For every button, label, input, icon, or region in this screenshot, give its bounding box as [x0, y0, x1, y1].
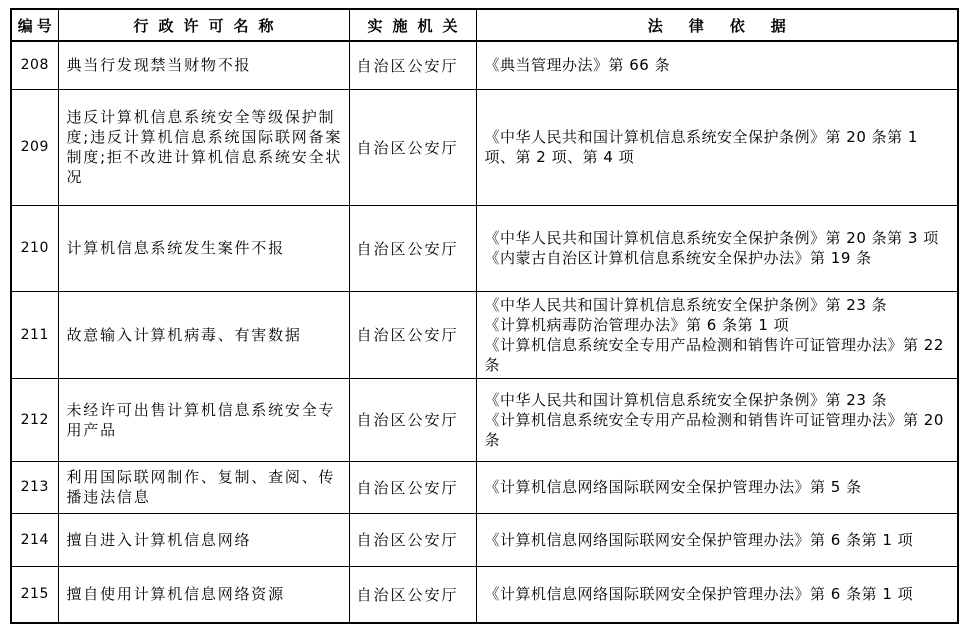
table-row	[11, 461, 958, 513]
license-name: 计算机信息系统发生案件不报	[58, 205, 349, 291]
license-name: 擅自进入计算机信息网络	[58, 513, 349, 566]
row-number: 209	[11, 89, 58, 205]
legal-line: 《中华人民共和国计算机信息系统安全保护条例》第 23 条	[484, 390, 888, 409]
legal-line: 《计算机信息系统安全专用产品检测和销售许可证管理办法》第 22 条	[484, 335, 944, 374]
legal-basis	[476, 378, 958, 461]
row-number: 215	[11, 566, 58, 623]
legal-basis	[476, 461, 958, 513]
legal-line: 《中华人民共和国计算机信息系统安全保护条例》第 23 条	[484, 295, 888, 314]
legal-line: 《中华人民共和国计算机信息系统安全保护条例》第 20 条第 1 项、第 2 项、第 4 项	[484, 128, 918, 166]
table-row	[11, 291, 958, 378]
agency-name: 自治区公安厅	[349, 513, 476, 566]
legal-line: 《中华人民共和国计算机信息系统安全保护条例》第 20 条第 3 项	[484, 229, 939, 247]
legal-line: 《内蒙古自治区计算机信息系统安全保护办法》第 19 条	[484, 249, 872, 267]
table-row	[11, 41, 958, 89]
legal-line: 《计算机信息网络国际联网安全保护管理办法》第 5 条	[484, 478, 862, 496]
legal-line: 《计算机信息网络国际联网安全保护管理办法》第 6 条第 1 项	[484, 585, 914, 604]
legal-basis	[476, 89, 958, 205]
table-row	[11, 566, 958, 623]
table-row	[11, 89, 958, 205]
license-name: 典当行发现禁当财物不报	[58, 41, 349, 89]
agency-name: 自治区公安厅	[349, 89, 476, 205]
header-license-name: 行政许可名称	[58, 9, 349, 41]
row-number: 214	[11, 513, 58, 566]
table-row	[11, 513, 958, 566]
legal-basis	[476, 566, 958, 623]
legal-basis	[476, 291, 958, 378]
table-row	[11, 378, 958, 461]
row-number: 212	[11, 378, 58, 461]
agency-name: 自治区公安厅	[349, 461, 476, 513]
agency-name: 自治区公安厅	[349, 41, 476, 89]
license-name: 故意输入计算机病毒、有害数据	[58, 291, 349, 378]
header-number: 编号	[11, 9, 58, 41]
legal-line: 《计算机病毒防治管理办法》第 6 条第 1 项	[484, 315, 790, 334]
row-number: 213	[11, 461, 58, 513]
legal-line: 《典当管理办法》第 66 条	[484, 56, 671, 75]
row-number: 210	[11, 205, 58, 291]
legal-basis	[476, 41, 958, 89]
legal-line: 《计算机信息网络国际联网安全保护管理办法》第 6 条第 1 项	[484, 530, 914, 549]
row-number: 208	[11, 41, 58, 89]
legal-line: 《计算机信息系统安全专用产品检测和销售许可证管理办法》第 20 条	[484, 410, 944, 449]
header-row	[11, 9, 958, 41]
agency-name: 自治区公安厅	[349, 291, 476, 378]
agency-name: 自治区公安厅	[349, 378, 476, 461]
license-name: 未经许可出售计算机信息系统安全专用产品	[58, 378, 349, 461]
legal-basis	[476, 205, 958, 291]
table-body	[11, 41, 958, 623]
header-agency: 实施机关	[349, 9, 476, 41]
row-number: 211	[11, 291, 58, 378]
agency-name: 自治区公安厅	[349, 566, 476, 623]
license-name: 违反计算机信息系统安全等级保护制度;违反计算机信息系统国际联网备案制度;拒不改进计算机信息系统安全状况	[58, 89, 349, 205]
table-row	[11, 205, 958, 291]
agency-name: 自治区公安厅	[349, 205, 476, 291]
license-name: 利用国际联网制作、复制、查阅、传播违法信息	[58, 461, 349, 513]
legal-basis	[476, 513, 958, 566]
administrative-license-table	[10, 8, 959, 624]
header-legal-basis: 法律依据	[476, 9, 958, 41]
license-name: 擅自使用计算机信息网络资源	[58, 566, 349, 623]
